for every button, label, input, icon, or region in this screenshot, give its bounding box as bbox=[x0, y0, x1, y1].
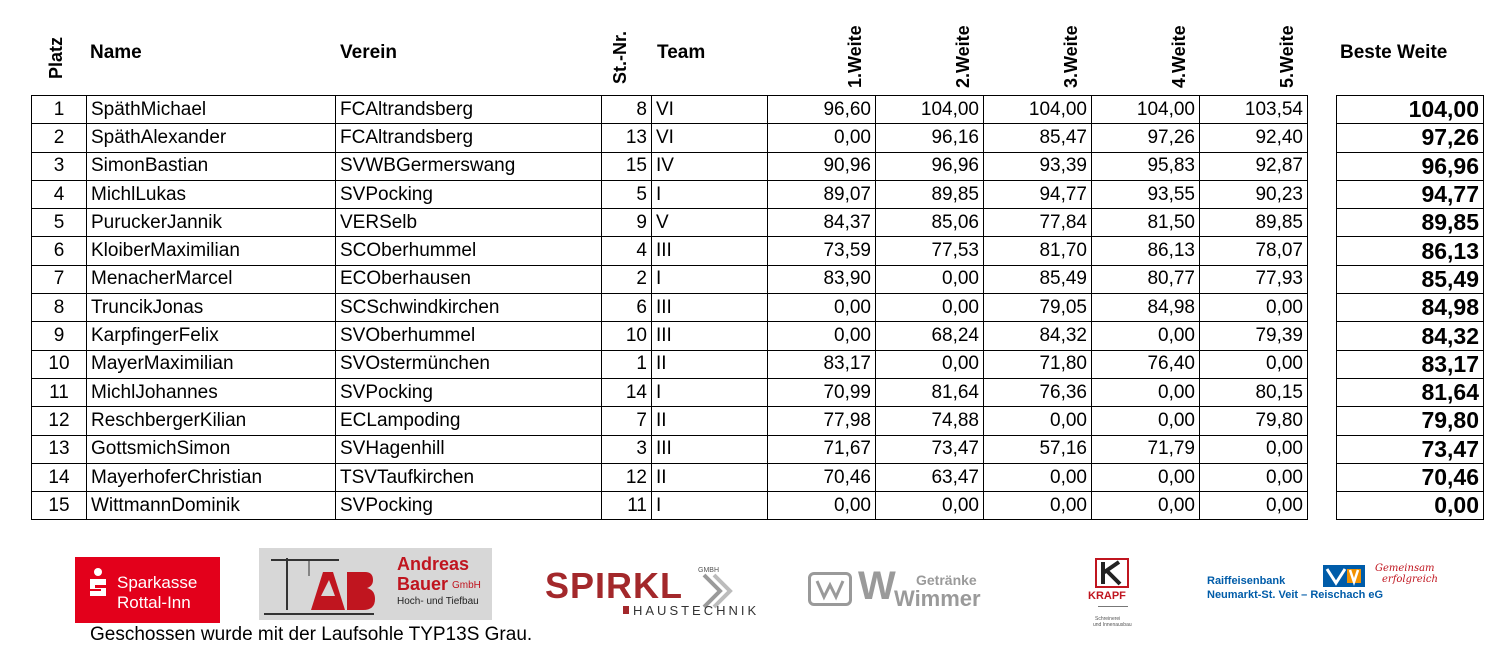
header-stnr: St.-Nr. bbox=[610, 30, 630, 84]
cell-weite-3: 93,39 bbox=[984, 152, 1092, 180]
cell-beste-weite: 97,26 bbox=[1337, 124, 1484, 152]
cell-stnr: 15 bbox=[602, 152, 652, 180]
cell-verein: FCAltrandsberg bbox=[336, 96, 602, 124]
krapf-name: KRAPF bbox=[1088, 590, 1126, 602]
best-row bbox=[1337, 124, 1484, 152]
cell-weite-2: 77,53 bbox=[876, 237, 984, 265]
best-row bbox=[1337, 237, 1484, 265]
cell-platz: 8 bbox=[32, 294, 87, 322]
sparkasse-logo bbox=[75, 557, 220, 623]
sparkasse-line1: Sparkasse bbox=[117, 573, 198, 592]
cell-verein: FCAltrandsberg bbox=[336, 124, 602, 152]
cell-weite-4: 0,00 bbox=[1092, 463, 1200, 491]
cell-weite-1: 90,96 bbox=[768, 152, 876, 180]
cell-weite-3: 77,84 bbox=[984, 209, 1092, 237]
results-table bbox=[31, 95, 1308, 520]
cell-team: II bbox=[652, 350, 768, 378]
cell-stnr: 2 bbox=[602, 265, 652, 293]
wimmer-emblem-icon bbox=[808, 572, 852, 606]
cell-weite-1: 84,37 bbox=[768, 209, 876, 237]
cell-weite-1: 96,60 bbox=[768, 96, 876, 124]
cell-weite-5: 77,93 bbox=[1200, 265, 1308, 293]
spirkl-gmbh: GMBH bbox=[698, 567, 719, 574]
cell-verein: SVPocking bbox=[336, 378, 602, 406]
bauer-gmbh: GmbH bbox=[452, 580, 481, 591]
cell-weite-2: 0,00 bbox=[876, 265, 984, 293]
cell-verein: ECOberhausen bbox=[336, 265, 602, 293]
cell-name: MichlJohannes bbox=[87, 378, 336, 406]
cell-weite-1: 70,99 bbox=[768, 378, 876, 406]
cell-team: I bbox=[652, 265, 768, 293]
cell-beste-weite: 81,64 bbox=[1337, 378, 1484, 406]
cell-weite-1: 70,46 bbox=[768, 463, 876, 491]
cell-verein: SVOberhummel bbox=[336, 322, 602, 350]
cell-platz: 3 bbox=[32, 152, 87, 180]
cell-stnr: 3 bbox=[602, 435, 652, 463]
cell-platz: 11 bbox=[32, 378, 87, 406]
cell-weite-3: 57,16 bbox=[984, 435, 1092, 463]
raiba-slogan1: Gemeinsam bbox=[1375, 563, 1435, 574]
cell-stnr: 10 bbox=[602, 322, 652, 350]
cell-beste-weite: 83,17 bbox=[1337, 350, 1484, 378]
cell-weite-4: 76,40 bbox=[1092, 350, 1200, 378]
raiba-slogan2: erfolgreich bbox=[1382, 574, 1438, 585]
spirkl-bar-icon bbox=[623, 606, 629, 614]
cell-stnr: 5 bbox=[602, 180, 652, 208]
cell-weite-2: 96,96 bbox=[876, 152, 984, 180]
cell-weite-5: 80,15 bbox=[1200, 378, 1308, 406]
cell-weite-4: 0,00 bbox=[1092, 492, 1200, 520]
footer-note: Geschossen wurde mit der Laufsohle TYP13S Grau. bbox=[90, 624, 533, 645]
header-name: Name bbox=[90, 42, 142, 63]
cell-beste-weite: 0,00 bbox=[1337, 492, 1484, 520]
table-row bbox=[32, 407, 1308, 435]
table-row bbox=[32, 350, 1308, 378]
cell-name: MayerMaximilian bbox=[87, 350, 336, 378]
cell-name: SpäthAlexander bbox=[87, 124, 336, 152]
cell-weite-4: 86,13 bbox=[1092, 237, 1200, 265]
cell-team: IV bbox=[652, 152, 768, 180]
best-distance-table bbox=[1336, 95, 1484, 520]
best-row bbox=[1337, 350, 1484, 378]
cell-beste-weite: 86,13 bbox=[1337, 237, 1484, 265]
cell-weite-4: 0,00 bbox=[1092, 322, 1200, 350]
cell-team: I bbox=[652, 492, 768, 520]
cell-weite-4: 104,00 bbox=[1092, 96, 1200, 124]
cell-weite-2: 85,06 bbox=[876, 209, 984, 237]
cell-beste-weite: 96,96 bbox=[1337, 152, 1484, 180]
table-row bbox=[32, 294, 1308, 322]
best-row bbox=[1337, 322, 1484, 350]
cell-weite-3: 84,32 bbox=[984, 322, 1092, 350]
cell-weite-4: 81,50 bbox=[1092, 209, 1200, 237]
header-weite-1: 1.Weite bbox=[845, 25, 865, 88]
cell-name: SpäthMichael bbox=[87, 96, 336, 124]
best-row bbox=[1337, 407, 1484, 435]
cell-weite-2: 96,16 bbox=[876, 124, 984, 152]
cell-platz: 1 bbox=[32, 96, 87, 124]
cell-weite-3: 0,00 bbox=[984, 407, 1092, 435]
sparkasse-s-icon bbox=[87, 567, 109, 597]
cell-name: PuruckerJannik bbox=[87, 209, 336, 237]
cell-beste-weite: 84,98 bbox=[1337, 294, 1484, 322]
header-team: Team bbox=[657, 42, 706, 63]
cell-weite-5: 92,87 bbox=[1200, 152, 1308, 180]
cell-stnr: 1 bbox=[602, 350, 652, 378]
cell-team: II bbox=[652, 463, 768, 491]
cell-weite-2: 0,00 bbox=[876, 492, 984, 520]
krapf-k-icon bbox=[1095, 558, 1129, 588]
cell-weite-5: 0,00 bbox=[1200, 294, 1308, 322]
cell-weite-5: 0,00 bbox=[1200, 463, 1308, 491]
best-row bbox=[1337, 435, 1484, 463]
cell-beste-weite: 73,47 bbox=[1337, 435, 1484, 463]
cell-weite-4: 80,77 bbox=[1092, 265, 1200, 293]
cell-weite-5: 0,00 bbox=[1200, 492, 1308, 520]
best-row bbox=[1337, 152, 1484, 180]
cell-name: MenacherMarcel bbox=[87, 265, 336, 293]
cell-platz: 10 bbox=[32, 350, 87, 378]
spirkl-name: SPIRKL bbox=[545, 565, 684, 606]
cell-weite-5: 0,00 bbox=[1200, 435, 1308, 463]
header-beste-weite: Beste Weite bbox=[1340, 42, 1448, 63]
cell-name: WittmannDominik bbox=[87, 492, 336, 520]
table-row bbox=[32, 209, 1308, 237]
cell-verein: SVPocking bbox=[336, 492, 602, 520]
cell-platz: 7 bbox=[32, 265, 87, 293]
cell-beste-weite: 85,49 bbox=[1337, 265, 1484, 293]
wimmer-name: Wimmer bbox=[894, 586, 981, 611]
cell-platz: 14 bbox=[32, 463, 87, 491]
cell-weite-4: 84,98 bbox=[1092, 294, 1200, 322]
cell-stnr: 6 bbox=[602, 294, 652, 322]
cell-team: II bbox=[652, 407, 768, 435]
raiffeisenbank-logo bbox=[1207, 563, 1437, 607]
cell-team: I bbox=[652, 378, 768, 406]
cell-team: I bbox=[652, 180, 768, 208]
cell-weite-3: 85,49 bbox=[984, 265, 1092, 293]
cell-name: MayerhoferChristian bbox=[87, 463, 336, 491]
table-row bbox=[32, 124, 1308, 152]
cell-weite-3: 104,00 bbox=[984, 96, 1092, 124]
cell-verein: SCSchwindkirchen bbox=[336, 294, 602, 322]
wimmer-top: Getränke bbox=[916, 572, 977, 588]
cell-verein: SVHagenhill bbox=[336, 435, 602, 463]
best-row bbox=[1337, 265, 1484, 293]
cell-stnr: 8 bbox=[602, 96, 652, 124]
best-row bbox=[1337, 492, 1484, 520]
cell-platz: 4 bbox=[32, 180, 87, 208]
cell-team: III bbox=[652, 435, 768, 463]
cell-weite-3: 81,70 bbox=[984, 237, 1092, 265]
cell-weite-4: 71,79 bbox=[1092, 435, 1200, 463]
spirkl-logo bbox=[545, 565, 775, 625]
crane-icon bbox=[259, 548, 379, 620]
cell-weite-1: 83,17 bbox=[768, 350, 876, 378]
best-row bbox=[1337, 294, 1484, 322]
table-row bbox=[32, 463, 1308, 491]
cell-beste-weite: 104,00 bbox=[1337, 96, 1484, 124]
krapf-sub2: und Innenausbau bbox=[1093, 622, 1132, 628]
cell-name: GottsmichSimon bbox=[87, 435, 336, 463]
cell-team: III bbox=[652, 322, 768, 350]
cell-name: SimonBastian bbox=[87, 152, 336, 180]
cell-weite-1: 0,00 bbox=[768, 124, 876, 152]
cell-platz: 2 bbox=[32, 124, 87, 152]
cell-team: VI bbox=[652, 96, 768, 124]
cell-stnr: 13 bbox=[602, 124, 652, 152]
raiba-line1: Raiffeisenbank bbox=[1207, 575, 1286, 587]
cell-weite-3: 85,47 bbox=[984, 124, 1092, 152]
raiba-line2: Neumarkt-St. Veit – Reischach eG bbox=[1207, 589, 1384, 601]
cell-weite-2: 0,00 bbox=[876, 294, 984, 322]
table-row bbox=[32, 265, 1308, 293]
cell-platz: 13 bbox=[32, 435, 87, 463]
table-row bbox=[32, 492, 1308, 520]
sparkasse-line2: Rottal-Inn bbox=[117, 593, 191, 612]
cell-weite-1: 0,00 bbox=[768, 294, 876, 322]
header-weite-5: 5.Weite bbox=[1277, 25, 1297, 88]
bauer-line1: Andreas bbox=[397, 554, 470, 574]
header-weite-3: 3.Weite bbox=[1061, 25, 1081, 88]
cell-stnr: 4 bbox=[602, 237, 652, 265]
krapf-logo bbox=[1082, 558, 1142, 634]
best-row bbox=[1337, 180, 1484, 208]
cell-weite-5: 89,85 bbox=[1200, 209, 1308, 237]
cell-platz: 6 bbox=[32, 237, 87, 265]
cell-stnr: 7 bbox=[602, 407, 652, 435]
cell-name: KloiberMaximilian bbox=[87, 237, 336, 265]
table-row bbox=[32, 322, 1308, 350]
cell-weite-5: 79,80 bbox=[1200, 407, 1308, 435]
wimmer-big-w: W bbox=[858, 564, 896, 608]
table-row bbox=[32, 435, 1308, 463]
header-verein: Verein bbox=[340, 42, 398, 63]
cell-weite-2: 74,88 bbox=[876, 407, 984, 435]
cell-platz: 9 bbox=[32, 322, 87, 350]
cell-team: VI bbox=[652, 124, 768, 152]
cell-verein: SVPocking bbox=[336, 180, 602, 208]
cell-weite-3: 76,36 bbox=[984, 378, 1092, 406]
cell-weite-5: 78,07 bbox=[1200, 237, 1308, 265]
table-row bbox=[32, 378, 1308, 406]
cell-weite-5: 79,39 bbox=[1200, 322, 1308, 350]
cell-weite-2: 89,85 bbox=[876, 180, 984, 208]
cell-verein: SVWBGermerswang bbox=[336, 152, 602, 180]
cell-name: ReschbergerKilian bbox=[87, 407, 336, 435]
cell-weite-3: 71,80 bbox=[984, 350, 1092, 378]
table-row bbox=[32, 180, 1308, 208]
best-row bbox=[1337, 463, 1484, 491]
cell-platz: 12 bbox=[32, 407, 87, 435]
cell-verein: VERSelb bbox=[336, 209, 602, 237]
raiba-logo-icon bbox=[1323, 565, 1365, 587]
best-row bbox=[1337, 378, 1484, 406]
header-weite-4: 4.Weite bbox=[1169, 25, 1189, 88]
cell-weite-2: 63,47 bbox=[876, 463, 984, 491]
cell-weite-1: 0,00 bbox=[768, 322, 876, 350]
cell-verein: ECLampoding bbox=[336, 407, 602, 435]
cell-weite-2: 0,00 bbox=[876, 350, 984, 378]
header-platz: Platz bbox=[46, 36, 66, 79]
getraenke-wimmer-logo bbox=[808, 564, 1023, 611]
krapf-sub1: Schreinerei bbox=[1095, 616, 1121, 622]
cell-verein: SCOberhummel bbox=[336, 237, 602, 265]
cell-weite-3: 0,00 bbox=[984, 492, 1092, 520]
cell-weite-4: 93,55 bbox=[1092, 180, 1200, 208]
cell-weite-2: 104,00 bbox=[876, 96, 984, 124]
cell-stnr: 14 bbox=[602, 378, 652, 406]
bauer-line3: Hoch- und Tiefbau bbox=[397, 596, 479, 607]
cell-beste-weite: 79,80 bbox=[1337, 407, 1484, 435]
cell-weite-2: 73,47 bbox=[876, 435, 984, 463]
cell-weite-4: 97,26 bbox=[1092, 124, 1200, 152]
cell-weite-1: 83,90 bbox=[768, 265, 876, 293]
cell-weite-3: 79,05 bbox=[984, 294, 1092, 322]
cell-weite-2: 81,64 bbox=[876, 378, 984, 406]
header-weite-2: 2.Weite bbox=[953, 25, 973, 88]
cell-weite-1: 71,67 bbox=[768, 435, 876, 463]
table-row bbox=[32, 152, 1308, 180]
cell-stnr: 11 bbox=[602, 492, 652, 520]
cell-verein: TSVTaufkirchen bbox=[336, 463, 602, 491]
cell-weite-3: 0,00 bbox=[984, 463, 1092, 491]
cell-weite-1: 77,98 bbox=[768, 407, 876, 435]
cell-beste-weite: 70,46 bbox=[1337, 463, 1484, 491]
cell-weite-5: 92,40 bbox=[1200, 124, 1308, 152]
table-row bbox=[32, 96, 1308, 124]
cell-weite-4: 0,00 bbox=[1092, 378, 1200, 406]
andreas-bauer-logo bbox=[259, 548, 492, 620]
cell-platz: 5 bbox=[32, 209, 87, 237]
spirkl-sub: HAUSTECHNIK bbox=[633, 603, 760, 618]
cell-weite-5: 103,54 bbox=[1200, 96, 1308, 124]
cell-stnr: 9 bbox=[602, 209, 652, 237]
cell-platz: 15 bbox=[32, 492, 87, 520]
table-row bbox=[32, 237, 1308, 265]
cell-beste-weite: 84,32 bbox=[1337, 322, 1484, 350]
cell-team: III bbox=[652, 237, 768, 265]
cell-weite-4: 95,83 bbox=[1092, 152, 1200, 180]
best-row bbox=[1337, 209, 1484, 237]
cell-team: V bbox=[652, 209, 768, 237]
krapf-divider bbox=[1098, 606, 1128, 607]
cell-name: MichlLukas bbox=[87, 180, 336, 208]
bauer-line2: Bauer bbox=[397, 574, 449, 594]
cell-weite-1: 89,07 bbox=[768, 180, 876, 208]
cell-name: KarpfingerFelix bbox=[87, 322, 336, 350]
cell-weite-1: 0,00 bbox=[768, 492, 876, 520]
cell-stnr: 12 bbox=[602, 463, 652, 491]
cell-weite-1: 73,59 bbox=[768, 237, 876, 265]
cell-weite-2: 68,24 bbox=[876, 322, 984, 350]
cell-weite-3: 94,77 bbox=[984, 180, 1092, 208]
cell-weite-4: 0,00 bbox=[1092, 407, 1200, 435]
cell-beste-weite: 94,77 bbox=[1337, 180, 1484, 208]
cell-team: III bbox=[652, 294, 768, 322]
cell-name: TruncikJonas bbox=[87, 294, 336, 322]
cell-beste-weite: 89,85 bbox=[1337, 209, 1484, 237]
cell-weite-5: 90,23 bbox=[1200, 180, 1308, 208]
cell-weite-5: 0,00 bbox=[1200, 350, 1308, 378]
best-row bbox=[1337, 96, 1484, 124]
cell-verein: SVOstermünchen bbox=[336, 350, 602, 378]
